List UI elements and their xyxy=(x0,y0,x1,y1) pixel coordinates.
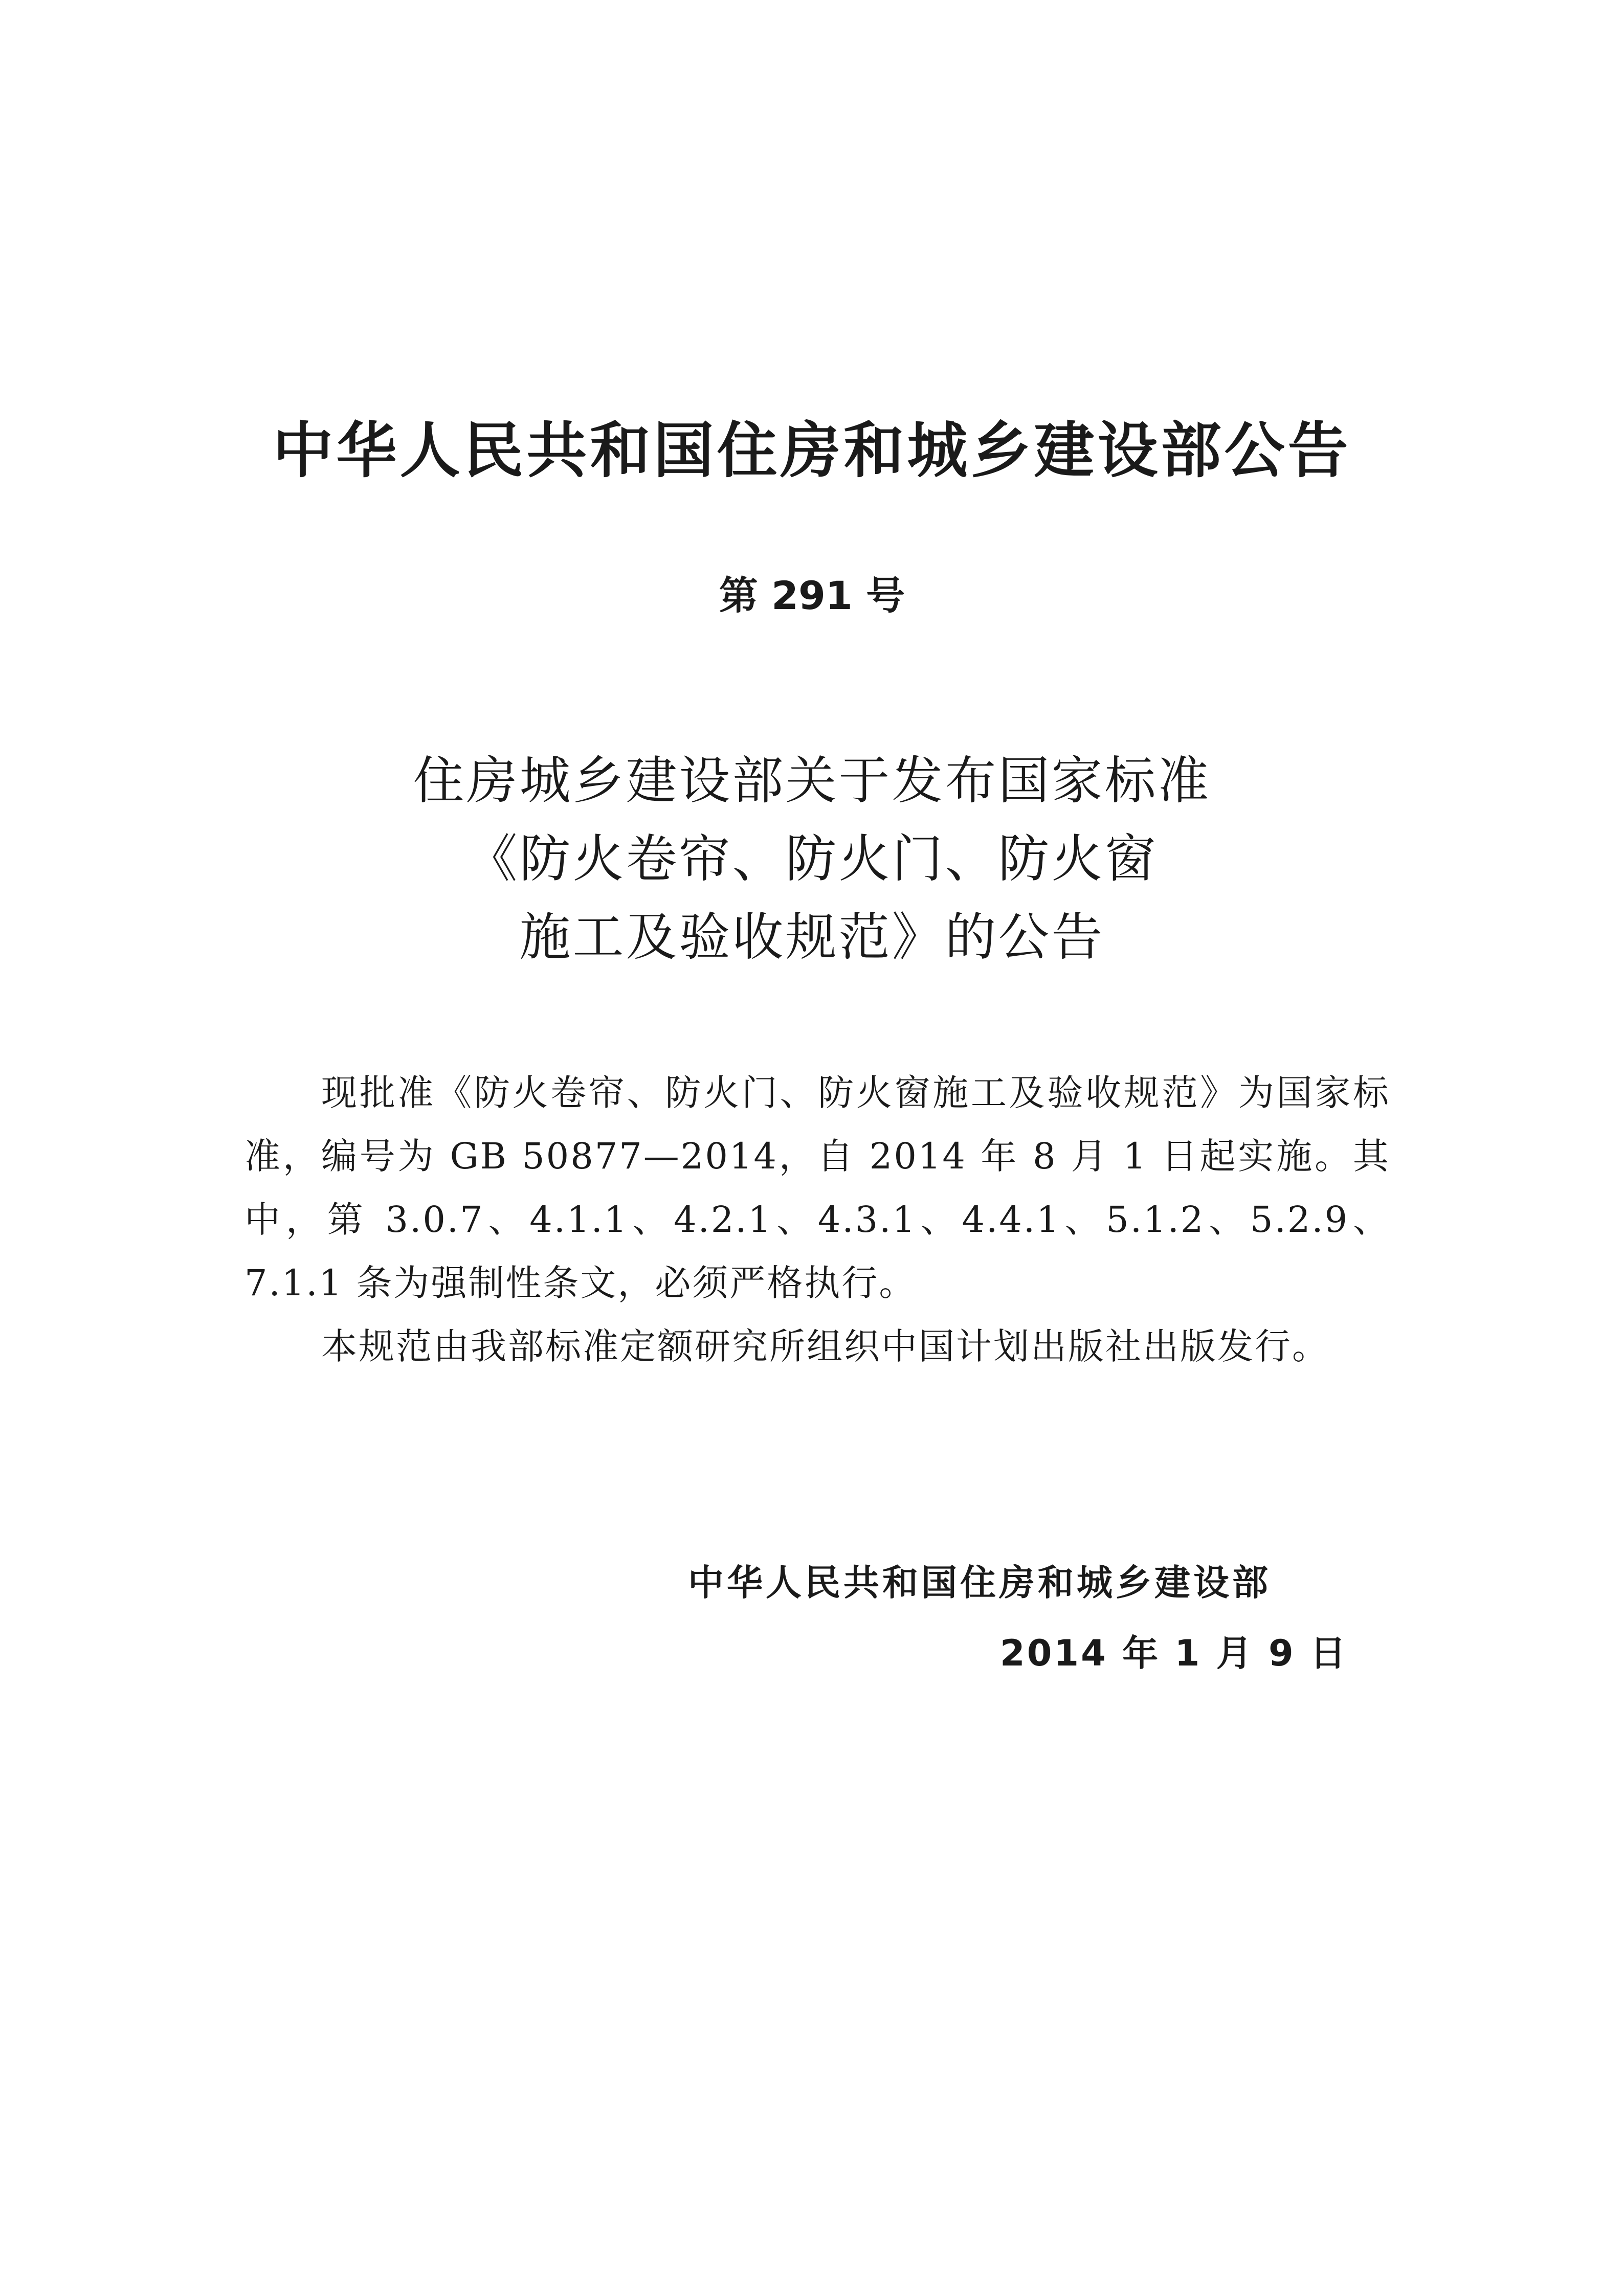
body-paragraph-2: 本规范由我部标准定额研究所组织中国计划出版社出版发行。 xyxy=(321,1325,1329,1367)
issue-number: 第 291 号 xyxy=(719,573,905,618)
subtitle-line-1: 住房城乡建设部关于发布国家标准 xyxy=(413,751,1211,811)
subtitle-line-3: 施工及验收规范》的公告 xyxy=(519,907,1105,967)
body-paragraph-1: 现批准《防火卷帘、防火门、防火窗施工及验收规范》为国家标准，编号为 GB 50877—2014，自 2014 年 8 月 1 日起实施。其中，第 3.0.7、4.1.1、4.2.1、4.3.1、4.4.1、5.1.2、5.2.9、7.1.1 条为强制性条文，必须严格执行。 xyxy=(244,1072,1390,1304)
subtitle-line-2: 《防火卷帘、防火门、防火窗 xyxy=(466,829,1158,889)
announcement-body xyxy=(244,1061,1390,1378)
announcement-subtitle xyxy=(0,741,1624,976)
issue-date: 2014 年 1 月 9 日 xyxy=(1000,1632,1348,1674)
announcement-title: 中华人民共和国住房和城乡建设部公告 xyxy=(273,415,1351,486)
issuing-authority: 中华人民共和国住房和城乡建设部 xyxy=(688,1562,1271,1604)
